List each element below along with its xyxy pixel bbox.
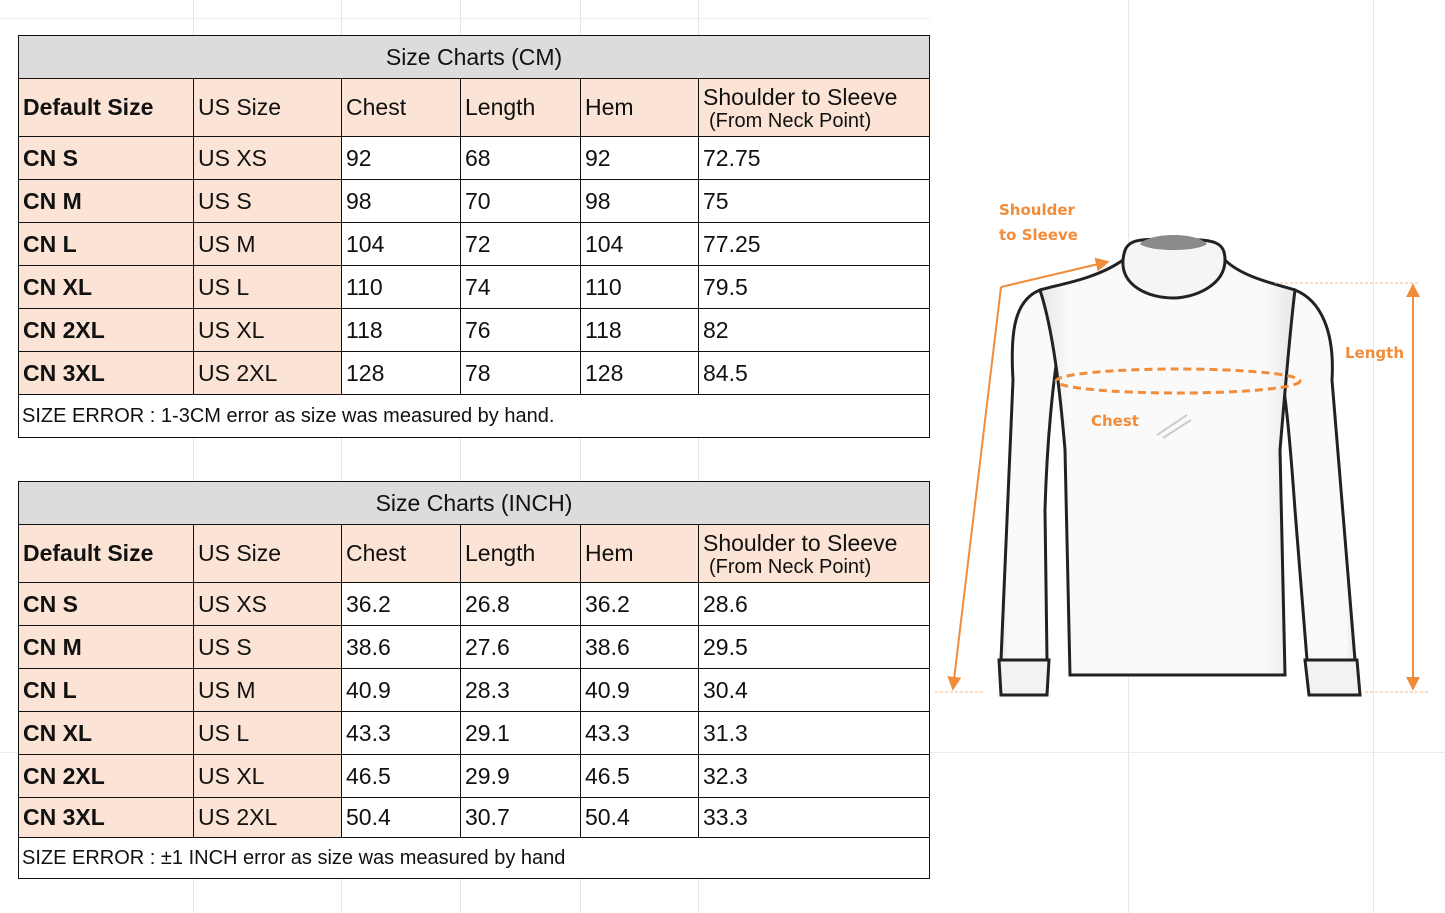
length-cell: 28.3 — [461, 669, 581, 712]
table-row — [19, 798, 930, 838]
table-row — [19, 583, 930, 626]
default-size-cell: CN S — [19, 137, 194, 180]
length-cell: 76 — [461, 309, 581, 352]
us-size-cell: US 2XL — [194, 352, 342, 395]
us-size-cell: US S — [194, 626, 342, 669]
header-us-size: US Size — [194, 525, 342, 583]
hem-cell: 118 — [581, 309, 699, 352]
us-size-cell: US S — [194, 180, 342, 223]
us-size-cell: US L — [194, 266, 342, 309]
table-row — [19, 669, 930, 712]
chest-cell: 118 — [342, 309, 461, 352]
table-row — [19, 626, 930, 669]
chest-cell: 50.4 — [342, 798, 461, 838]
hem-cell: 92 — [581, 137, 699, 180]
cm-chart-title: Size Charts (CM) — [19, 36, 930, 79]
shoulder-cell: 31.3 — [699, 712, 930, 755]
shoulder-cell: 28.6 — [699, 583, 930, 626]
hem-cell: 98 — [581, 180, 699, 223]
shoulder-cell: 33.3 — [699, 798, 930, 838]
hem-cell: 36.2 — [581, 583, 699, 626]
header-shoulder-to-sleeve — [699, 525, 930, 583]
shoulder-cell: 84.5 — [699, 352, 930, 395]
default-size-cell: CN XL — [19, 266, 194, 309]
header-length: Length — [461, 525, 581, 583]
shoulder-cell: 30.4 — [699, 669, 930, 712]
shoulder-cell: 29.5 — [699, 626, 930, 669]
chest-cell: 104 — [342, 223, 461, 266]
us-size-cell: US M — [194, 669, 342, 712]
chest-cell: 40.9 — [342, 669, 461, 712]
us-size-cell: US M — [194, 223, 342, 266]
length-cell: 70 — [461, 180, 581, 223]
header-shoulder-sub: (From Neck Point) — [709, 555, 872, 578]
hem-cell: 46.5 — [581, 755, 699, 798]
default-size-cell: CN M — [19, 626, 194, 669]
us-size-cell: US XL — [194, 755, 342, 798]
header-shoulder-label: Shoulder to Sleeve — [703, 83, 898, 110]
size-chart-cm-table — [18, 35, 930, 438]
length-label: Length — [1345, 344, 1404, 362]
table-row — [19, 755, 930, 798]
shoulder-cell: 32.3 — [699, 755, 930, 798]
us-size-cell: US L — [194, 712, 342, 755]
shoulder-cell: 75 — [699, 180, 930, 223]
length-cell: 29.9 — [461, 755, 581, 798]
header-hem: Hem — [581, 525, 699, 583]
shoulder-cell: 79.5 — [699, 266, 930, 309]
us-size-cell: US XL — [194, 309, 342, 352]
chest-cell: 38.6 — [342, 626, 461, 669]
table-row — [19, 309, 930, 352]
chest-cell: 92 — [342, 137, 461, 180]
table-row — [19, 180, 930, 223]
sweater-measurement-diagram — [935, 190, 1445, 720]
size-chart-inch-table — [18, 481, 930, 879]
default-size-cell: CN 2XL — [19, 309, 194, 352]
shoulder-cell: 72.75 — [699, 137, 930, 180]
header-shoulder-sub: (From Neck Point) — [709, 109, 872, 132]
hem-cell: 110 — [581, 266, 699, 309]
default-size-cell: CN 2XL — [19, 755, 194, 798]
us-size-cell: US 2XL — [194, 798, 342, 838]
length-cell: 26.8 — [461, 583, 581, 626]
header-default-size: Default Size — [19, 525, 194, 583]
us-size-cell: US XS — [194, 583, 342, 626]
chest-label: Chest — [1091, 412, 1139, 430]
header-chest: Chest — [342, 525, 461, 583]
chest-cell: 128 — [342, 352, 461, 395]
header-shoulder-to-sleeve — [699, 79, 930, 137]
length-cell: 72 — [461, 223, 581, 266]
hem-cell: 50.4 — [581, 798, 699, 838]
table-row — [19, 712, 930, 755]
header-chest: Chest — [342, 79, 461, 137]
grid-line — [0, 18, 930, 19]
table-row — [19, 352, 930, 395]
default-size-cell: CN XL — [19, 712, 194, 755]
length-cell: 78 — [461, 352, 581, 395]
length-cell: 29.1 — [461, 712, 581, 755]
default-size-cell: CN 3XL — [19, 352, 194, 395]
to-sleeve-label: to Sleeve — [999, 226, 1078, 244]
default-size-cell: CN L — [19, 669, 194, 712]
chest-cell: 98 — [342, 180, 461, 223]
table-row — [19, 266, 930, 309]
length-cell: 30.7 — [461, 798, 581, 838]
header-us-size: US Size — [194, 79, 342, 137]
sweater-outline — [999, 235, 1360, 695]
shoulder-label: Shoulder — [999, 201, 1075, 219]
inch-chart-title: Size Charts (INCH) — [19, 482, 930, 525]
length-cell: 68 — [461, 137, 581, 180]
header-shoulder-label: Shoulder to Sleeve — [703, 529, 898, 556]
hem-cell: 104 — [581, 223, 699, 266]
shoulder-cell: 82 — [699, 309, 930, 352]
header-hem: Hem — [581, 79, 699, 137]
default-size-cell: CN L — [19, 223, 194, 266]
default-size-cell: CN M — [19, 180, 194, 223]
chest-cell: 43.3 — [342, 712, 461, 755]
size-error-note: SIZE ERROR : 1-3CM error as size was measured by hand. — [19, 395, 930, 438]
shoulder-cell: 77.25 — [699, 223, 930, 266]
chest-cell: 46.5 — [342, 755, 461, 798]
table-row — [19, 223, 930, 266]
length-cell: 27.6 — [461, 626, 581, 669]
header-length: Length — [461, 79, 581, 137]
hem-cell: 38.6 — [581, 626, 699, 669]
default-size-cell: CN S — [19, 583, 194, 626]
us-size-cell: US XS — [194, 137, 342, 180]
size-error-note: SIZE ERROR : ±1 INCH error as size was measured by hand — [19, 838, 930, 879]
chest-cell: 36.2 — [342, 583, 461, 626]
hem-cell: 43.3 — [581, 712, 699, 755]
header-default-size: Default Size — [19, 79, 194, 137]
chest-cell: 110 — [342, 266, 461, 309]
default-size-cell: CN 3XL — [19, 798, 194, 838]
hem-cell: 128 — [581, 352, 699, 395]
length-cell: 74 — [461, 266, 581, 309]
table-row — [19, 137, 930, 180]
hem-cell: 40.9 — [581, 669, 699, 712]
